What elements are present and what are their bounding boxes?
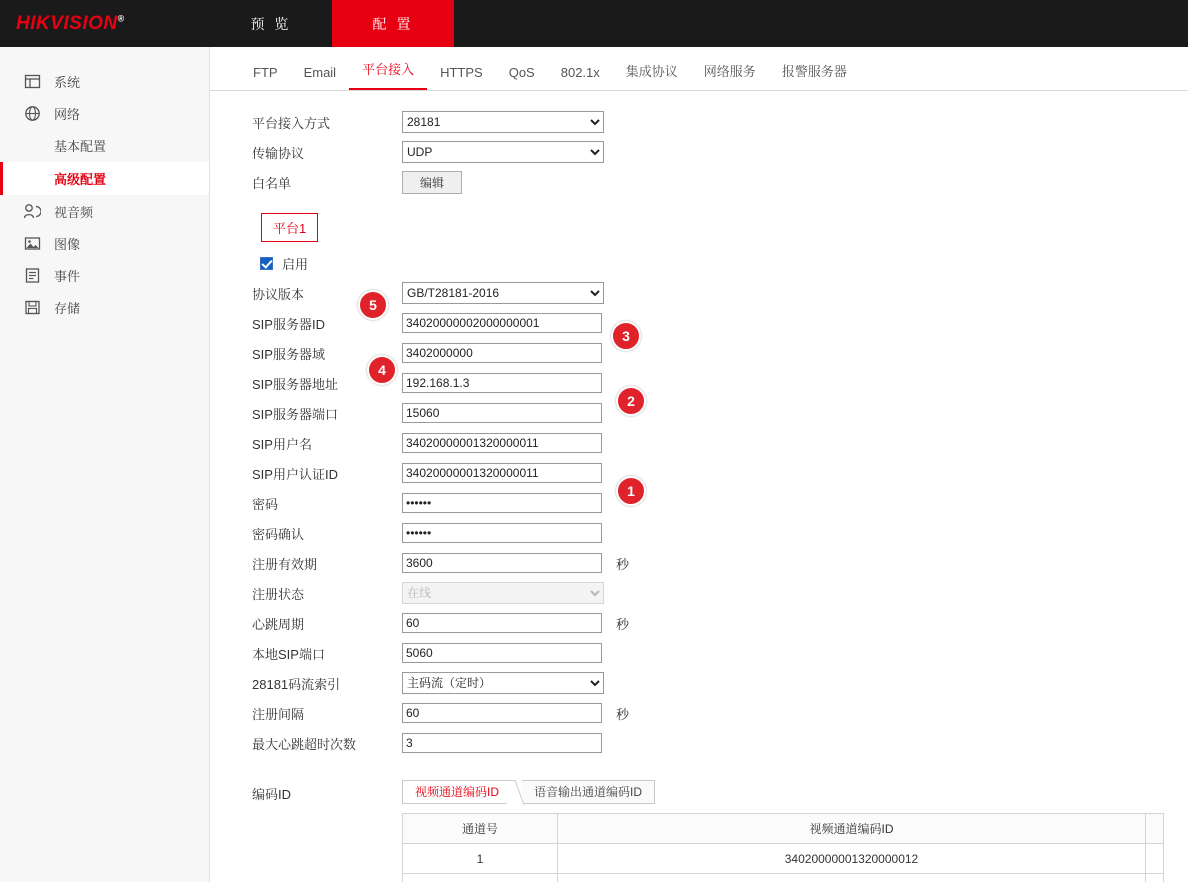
video-audio-icon bbox=[22, 201, 42, 221]
tab-platform-access[interactable]: 平台接入 bbox=[349, 59, 427, 90]
sip-auth-id-label: SIP用户认证ID bbox=[252, 466, 338, 482]
transport-protocol-select[interactable] bbox=[402, 141, 604, 163]
register-validity-unit: 秒 bbox=[616, 556, 630, 572]
cell-channel-number bbox=[403, 874, 558, 882]
annotation-marker-5: 5 bbox=[358, 290, 388, 320]
system-icon bbox=[22, 71, 42, 91]
annotation-marker-3: 3 bbox=[611, 321, 641, 351]
register-interval-label: 注册间隔 bbox=[252, 706, 305, 722]
cell-video-channel-id[interactable]: 34020000001320000012 bbox=[558, 844, 1146, 874]
transport-protocol-label: 传输协议 bbox=[252, 145, 305, 161]
sidebar-item-label: 存储 bbox=[54, 300, 81, 316]
sidebar-item-system[interactable] bbox=[0, 65, 209, 97]
top-navigation bbox=[210, 0, 454, 47]
tab-integration-protocol[interactable]: 集成协议 bbox=[625, 64, 678, 79]
local-sip-port-input[interactable] bbox=[402, 643, 602, 663]
stream-index-label: 28181码流索引 bbox=[252, 676, 341, 692]
sidebar-item-event[interactable] bbox=[0, 259, 209, 291]
access-mode-select[interactable] bbox=[402, 111, 604, 133]
logo bbox=[0, 0, 210, 47]
topnav-preview[interactable]: 预 览 bbox=[250, 15, 292, 32]
row-register-validity bbox=[252, 548, 1188, 578]
row-protocol-version bbox=[252, 278, 1188, 308]
sip-server-domain-label: SIP服务器域 bbox=[252, 346, 325, 362]
row-password-confirm bbox=[252, 518, 1188, 548]
row-register-status bbox=[252, 578, 1188, 608]
tab-8021x[interactable]: 802.1x bbox=[560, 65, 600, 80]
network-icon bbox=[22, 103, 42, 123]
top-header-bar bbox=[0, 0, 1188, 47]
sidebar-item-image[interactable] bbox=[0, 227, 209, 259]
register-validity-input[interactable] bbox=[402, 553, 602, 573]
encode-id-tab-bar bbox=[402, 780, 1164, 804]
password-confirm-label: 密码确认 bbox=[252, 526, 305, 542]
platform-tab-divider bbox=[261, 241, 1188, 242]
sidebar-subitem-advanced-config[interactable] bbox=[0, 162, 209, 195]
annotation-marker-2: 2 bbox=[616, 386, 646, 416]
whitelist-label: 白名单 bbox=[252, 175, 292, 191]
sidebar-subitem-label: 基本配置 bbox=[54, 139, 107, 154]
protocol-version-label: 协议版本 bbox=[252, 286, 305, 302]
protocol-version-select[interactable] bbox=[402, 282, 604, 304]
whitelist-edit-button[interactable]: 编辑 bbox=[402, 171, 462, 194]
max-heartbeat-timeout-input[interactable] bbox=[402, 733, 602, 753]
tab-ftp[interactable]: FTP bbox=[253, 65, 278, 80]
password-confirm-input[interactable] bbox=[402, 523, 602, 543]
sidebar-item-video-audio[interactable] bbox=[0, 195, 209, 227]
row-transport-protocol bbox=[252, 137, 1188, 167]
sip-username-label: SIP用户名 bbox=[252, 436, 312, 452]
row-sip-server-port bbox=[252, 398, 1188, 428]
cell-extra bbox=[1146, 844, 1164, 874]
platform-access-form bbox=[210, 91, 1188, 882]
heartbeat-period-input[interactable] bbox=[402, 613, 602, 633]
register-status-select bbox=[402, 582, 604, 604]
sidebar-item-storage[interactable] bbox=[0, 291, 209, 323]
register-interval-input[interactable] bbox=[402, 703, 602, 723]
encode-tab-audio-output-channel[interactable]: 语音输出通道编码ID bbox=[522, 780, 655, 804]
logo-text: HIKVISION bbox=[16, 12, 118, 34]
logo-registered-mark: ® bbox=[117, 13, 125, 24]
heartbeat-period-label: 心跳周期 bbox=[252, 616, 305, 632]
password-input[interactable] bbox=[402, 493, 602, 513]
encode-tab-video-channel[interactable]: 视频通道编码ID bbox=[402, 780, 512, 804]
sidebar-item-label: 图像 bbox=[54, 236, 81, 252]
row-sip-server-id bbox=[252, 308, 1188, 338]
main-content bbox=[210, 47, 1188, 882]
sidebar-item-label: 系统 bbox=[54, 74, 81, 90]
event-icon bbox=[22, 265, 42, 285]
sidebar-item-label: 事件 bbox=[54, 268, 81, 284]
row-register-interval bbox=[252, 698, 1188, 728]
row-local-sip-port bbox=[252, 638, 1188, 668]
annotation-marker-4: 4 bbox=[367, 355, 397, 385]
row-enable bbox=[252, 248, 1188, 278]
tab-alarm-server[interactable]: 报警服务器 bbox=[781, 64, 847, 79]
row-encode-id bbox=[252, 780, 1188, 882]
enable-checkbox[interactable] bbox=[260, 257, 273, 270]
sidebar-subitem-basic-config[interactable] bbox=[0, 129, 209, 162]
register-interval-unit: 秒 bbox=[616, 706, 630, 722]
tab-bar bbox=[210, 47, 1188, 91]
sidebar-subitem-label: 高级配置 bbox=[54, 172, 107, 187]
row-heartbeat-period bbox=[252, 608, 1188, 638]
register-validity-label: 注册有效期 bbox=[252, 556, 318, 572]
sidebar bbox=[0, 47, 210, 882]
encode-id-label: 编码ID bbox=[252, 787, 292, 802]
sidebar-item-network[interactable] bbox=[0, 97, 209, 129]
table-header-row bbox=[403, 814, 1164, 844]
row-password bbox=[252, 488, 1188, 518]
sip-server-port-input[interactable] bbox=[402, 403, 602, 423]
sip-server-id-label: SIP服务器ID bbox=[252, 316, 325, 332]
sip-username-input[interactable] bbox=[402, 433, 602, 453]
table-header-extra bbox=[1146, 814, 1164, 844]
register-status-label: 注册状态 bbox=[252, 586, 305, 602]
table-row[interactable] bbox=[403, 844, 1164, 874]
row-max-heartbeat-timeout bbox=[252, 728, 1188, 758]
table-header-video-channel-id: 视频通道编码ID bbox=[558, 814, 1146, 844]
tab-network-service[interactable]: 网络服务 bbox=[703, 64, 756, 79]
table-row[interactable] bbox=[403, 874, 1164, 882]
sidebar-item-label: 网络 bbox=[54, 106, 81, 122]
row-whitelist bbox=[252, 167, 1188, 197]
tab-https[interactable]: HTTPS bbox=[440, 65, 483, 80]
sidebar-item-label: 视音频 bbox=[54, 204, 94, 220]
password-label: 密码 bbox=[252, 496, 279, 512]
row-sip-auth-id bbox=[252, 458, 1188, 488]
topnav-configuration[interactable]: 配 置 bbox=[332, 0, 454, 47]
sip-auth-id-input[interactable] bbox=[402, 463, 602, 483]
stream-index-select[interactable] bbox=[402, 672, 604, 694]
storage-icon bbox=[22, 297, 42, 317]
row-stream-index bbox=[252, 668, 1188, 698]
enable-label: 启用 bbox=[282, 256, 309, 272]
image-icon bbox=[22, 233, 42, 253]
sip-server-address-input[interactable] bbox=[402, 373, 602, 393]
sip-server-domain-input[interactable] bbox=[402, 343, 602, 363]
row-access-mode bbox=[252, 107, 1188, 137]
sip-server-port-label: SIP服务器端口 bbox=[252, 406, 338, 422]
encode-id-panel bbox=[402, 780, 1164, 882]
annotation-marker-1: 1 bbox=[616, 476, 646, 506]
tab-qos[interactable]: QoS bbox=[508, 65, 535, 80]
local-sip-port-label: 本地SIP端口 bbox=[252, 646, 325, 662]
cell-channel-number: 1 bbox=[403, 844, 558, 874]
platform-tab-1[interactable]: 平台1 bbox=[261, 213, 318, 242]
cell-extra bbox=[1146, 874, 1164, 882]
row-sip-username bbox=[252, 428, 1188, 458]
max-heartbeat-timeout-label: 最大心跳超时次数 bbox=[252, 736, 357, 752]
sip-server-address-label: SIP服务器地址 bbox=[252, 376, 338, 392]
tab-email[interactable]: Email bbox=[303, 65, 337, 80]
table-header-channel: 通道号 bbox=[403, 814, 558, 844]
heartbeat-period-unit: 秒 bbox=[616, 616, 630, 632]
sip-server-id-input[interactable] bbox=[402, 313, 602, 333]
platform-tab-strip bbox=[252, 205, 1188, 248]
access-mode-label: 平台接入方式 bbox=[252, 115, 331, 131]
channel-table bbox=[402, 813, 1164, 882]
cell-video-channel-id[interactable] bbox=[558, 874, 1146, 882]
